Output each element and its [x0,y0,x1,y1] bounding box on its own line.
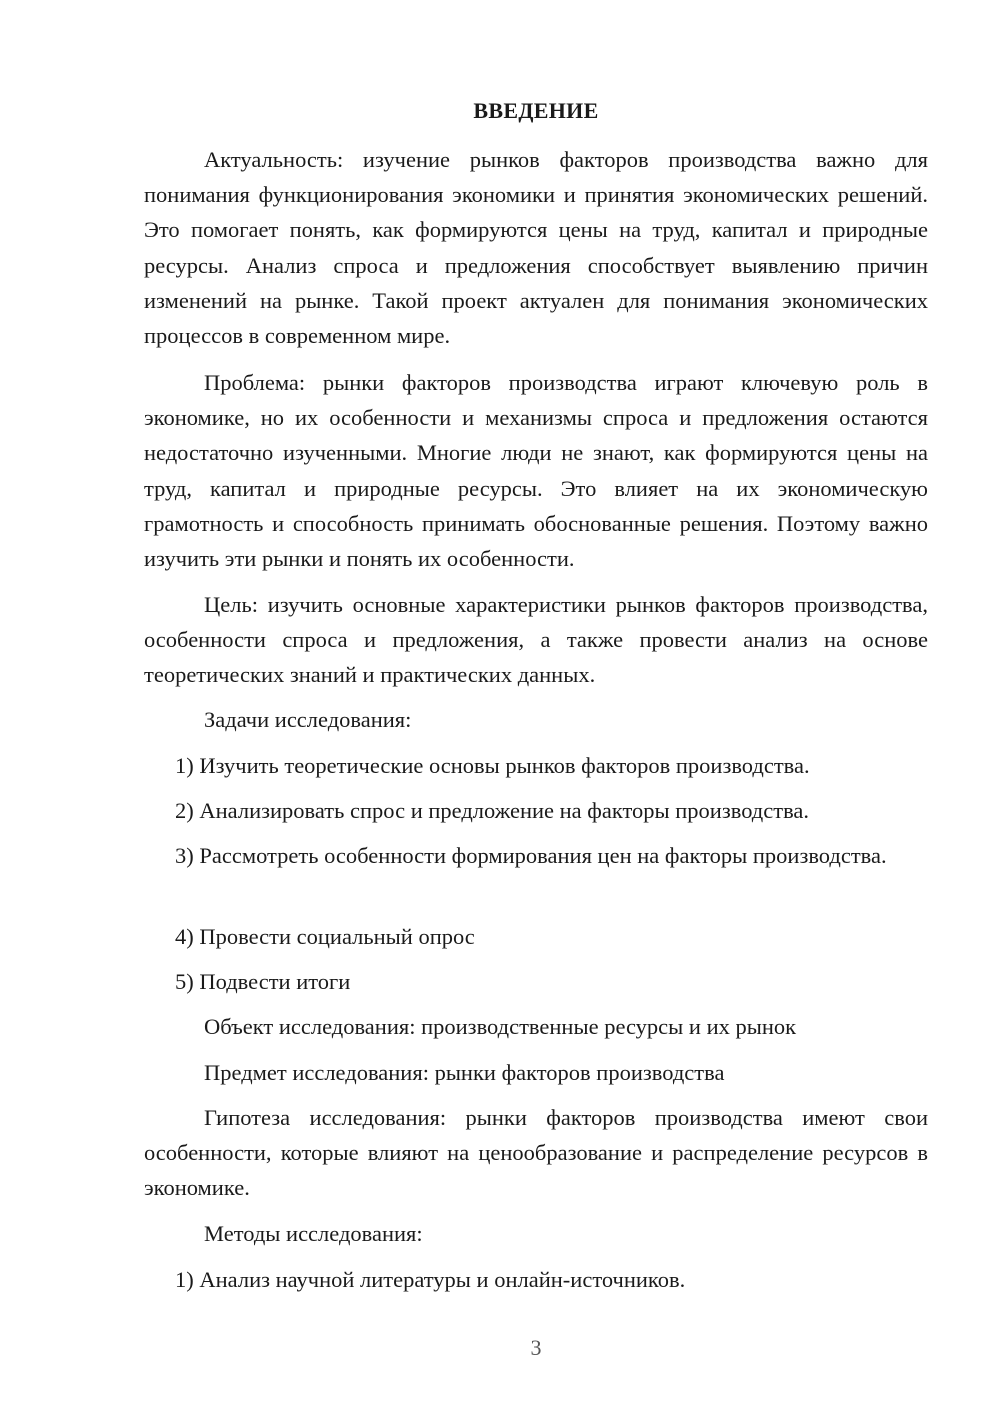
task-item: 2) Анализировать спрос и предложение на факторы производства. [175,798,810,823]
tasks-heading: Задачи исследования: [204,707,412,732]
task-item: 1) Изучить теоретические основы рынков факторов производства. [175,753,810,778]
task-item: 4) Провести социальный опрос [175,924,475,949]
task-item: 3) Рассмотреть особенности формирования цен на факторы производства. [175,843,887,868]
hypothesis-paragraph: Гипотеза исследования: рынки факторов производства имеют свои особенности, которые влияют на ценообразование и распределение ресурсов в экономике. [144,1105,928,1201]
page-title: ВВЕДЕНИЕ [473,98,599,123]
page-number: 3 [530,1335,542,1360]
object-line: Объект исследования: производственные ресурсы и их рынок [204,1014,797,1039]
methods-heading: Методы исследования: [204,1221,423,1246]
subject-line: Предмет исследования: рынки факторов производства [204,1060,725,1085]
problem-paragraph: Проблема: рынки факторов производства играют ключевую роль в экономике, но их особенности и механизмы спроса и предложения остаются недостаточно изученными. Многие люди не знают, как формируются цены на труд, капитал и природные ресурсы. Это влияет на их экономическую грамотность и способность принимать обоснованные решения. Поэтому важно изучить эти рынки и понять их особенности. [144,370,928,572]
task-item: 5) Подвести итоги [175,969,351,994]
relevance-paragraph: Актуальность: изучение рынков факторов производства важно для понимания функционирования экономики и принятия экономических решений. Это помогает понять, как формируются цены на труд, капитал и природные ресурсы. Анализ спроса и предложения способствует выявлению причин изменений на рынке. Такой проект актуален для понимания экономических процессов в современном мире. [144,147,928,349]
method-item: 1) Анализ научной литературы и онлайн-источников. [175,1267,686,1292]
goal-paragraph: Цель: изучить основные характеристики рынков факторов производства, особенности спроса и предложения, а также провести анализ на основе теоретических знаний и практических данных. [144,592,928,688]
